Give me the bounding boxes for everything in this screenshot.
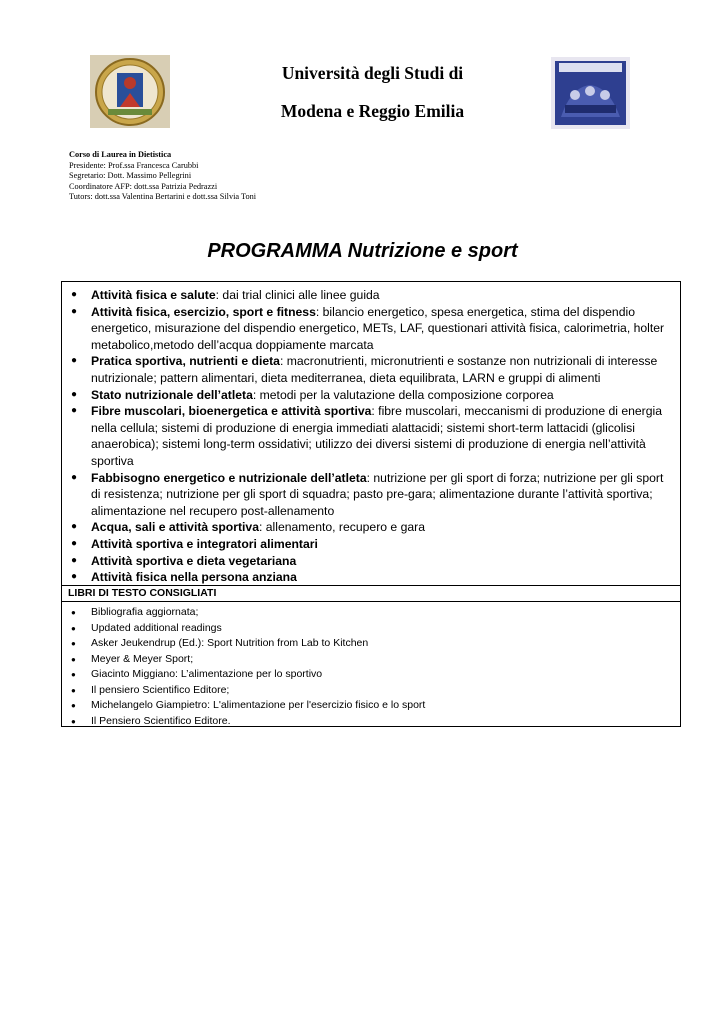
book-text: Meyer & Meyer Sport; (91, 652, 194, 665)
topic-item (62, 304, 680, 354)
book-text: Il Pensiero Scientifico Editore. (91, 714, 231, 727)
topic-item (62, 553, 680, 570)
bullet-icon: ● (71, 608, 76, 617)
topic-text: : nutrizione per gli sport di forza; nutrizione per gli sport di resistenza; nutrizione per gli sport di squadra; pasto pre-gara; alimentazione durante l’attività sportiva; alimentazione nel recupero post-allenamento (91, 470, 664, 518)
bullet-icon: ● (71, 289, 78, 300)
topic-text: : metodi per la valutazione della composizione corporea (252, 387, 554, 402)
book-item (62, 683, 680, 699)
university-seal-left (90, 55, 170, 128)
topic-item (62, 387, 680, 404)
topic-heading: Fabbisogno energetico e nutrizionale dell’atleta (91, 470, 367, 485)
book-text: Il pensiero Scientifico Editore; (91, 683, 230, 696)
university-name-line2: Modena e Reggio Emilia (280, 101, 465, 121)
topic-text: : bilancio energetico, spesa energetica, stima del dispendio energetico, misurazione del dispendio energetico, METs, LAF, questionari attività fisica, calorimetria, holter metabolico,metodo dell’acqua doppiamente marcata (91, 304, 665, 352)
topic-heading: Pratica sportiva, nutrienti e dieta (91, 354, 280, 369)
topic-item (62, 569, 680, 586)
bullet-icon: ● (71, 405, 78, 417)
topic-heading: Acqua, sali e attività sportiva (91, 520, 259, 535)
bullet-icon: ● (71, 571, 78, 583)
course-staff-block (69, 150, 256, 203)
topic-heading: Attività fisica, esercizio, sport e fitness (91, 304, 316, 319)
topic-item (62, 403, 680, 469)
bullet-icon: ● (71, 521, 78, 533)
seal-left-emblem (90, 55, 170, 128)
staff-president: Presidente: Prof.ssa Francesca Carubbi (69, 160, 199, 170)
bullet-icon: ● (71, 554, 78, 566)
topic-heading: Attività fisica e salute (91, 288, 216, 302)
program-title: PROGRAMMA Nutrizione e sport (207, 240, 518, 262)
topic-item (62, 287, 680, 304)
book-item (62, 698, 680, 714)
bullet-icon: ● (71, 305, 78, 317)
topic-text: : macronutrienti, micronutrienti e sostanze non nutrizionali di interesse nutrizionale; pattern alimentari, dieta mediterranea, dieta equilibrata, LARN e gruppi di alimenti (91, 354, 658, 385)
program-table (61, 281, 681, 727)
topic-heading: Attività sportiva e integratori alimentari (91, 536, 318, 551)
book-item (62, 621, 680, 637)
bullet-icon: ● (71, 388, 78, 400)
book-text: Michelangelo Giampietro: L'alimentazione per l'esercizio fisico e lo sport (91, 699, 426, 711)
university-seal-right (551, 57, 630, 129)
bullet-icon: ● (71, 623, 76, 633)
book-item (62, 605, 680, 621)
bullet-icon: ● (71, 471, 78, 483)
bullet-icon: ● (71, 537, 78, 549)
book-item (62, 714, 680, 730)
books-header: LIBRI DI TESTO CONSIGLIATI (62, 585, 680, 602)
staff-tutors: Tutors: dott.ssa Valentina Bertarini e dott.ssa Silvia Toni (69, 192, 257, 202)
topic-heading: Attività fisica nella persona anziana (91, 570, 297, 585)
topic-text: : allenamento, recupero e gara (258, 520, 425, 535)
topic-item (62, 470, 680, 520)
bullet-icon: ● (71, 716, 76, 726)
book-text: Asker Jeukendrup (Ed.): Sport Nutrition from Lab to Kitchen (91, 637, 369, 649)
bullet-icon: ● (71, 685, 76, 695)
topic-heading: Attività sportiva e dieta vegetariana (91, 553, 297, 568)
book-item (62, 652, 680, 668)
staff-coordinator: Coordinatore AFP: dott.ssa Patrizia Pedrazzi (69, 181, 218, 191)
staff-secretary: Segretario: Dott. Massimo Pellegrini (69, 171, 192, 181)
topic-item (62, 536, 680, 553)
book-item (62, 636, 680, 652)
bullet-icon: ● (71, 670, 76, 679)
topic-text: : dai trial clinici alle linee guida (215, 288, 380, 302)
seal-right-emblem (551, 57, 630, 129)
topic-heading: Stato nutrizionale dell’atleta (91, 387, 253, 402)
topics-list (62, 282, 680, 586)
course-name: Corso di Laurea in Dietistica (69, 150, 172, 159)
bullet-icon: ● (71, 355, 78, 367)
topic-item (62, 519, 680, 536)
bullet-icon: ● (71, 701, 76, 710)
book-item (62, 667, 680, 683)
book-text: Bibliografia aggiornata; (91, 606, 199, 618)
books-list (62, 603, 680, 729)
book-text: Updated additional readings (91, 621, 222, 634)
university-name-line1: Università degli Studi di (281, 63, 464, 83)
topic-item (62, 353, 680, 386)
topic-heading: Fibre muscolari, bioenergetica e attività sportiva (91, 404, 372, 419)
topic-text: : fibre muscolari, meccanismi di produzione di energia nella cellula; sistemi di produzione di energia immediati alattacidi; sistemi short-term lattacidi (glicolisi anaerobica); sistemi long-term ossidativi; utilizzo dei diversi sistemi di produzione di energia nell’attività sportiva (91, 404, 663, 468)
bullet-icon: ● (71, 639, 76, 648)
book-text: Giacinto Miggiano: L’alimentazione per lo sportivo (91, 668, 323, 680)
bullet-icon: ● (71, 654, 76, 664)
